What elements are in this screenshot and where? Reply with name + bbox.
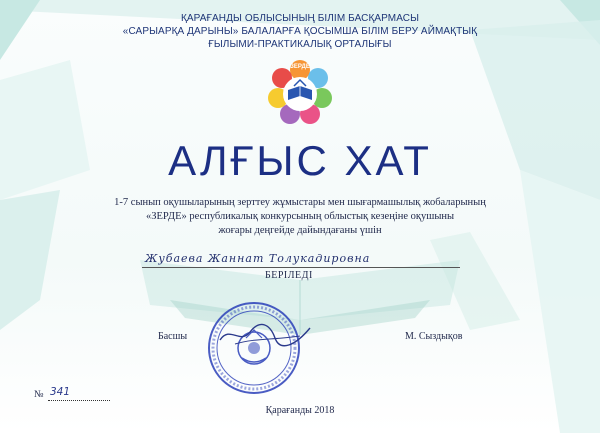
award-reason-line-2: «ЗЕРДЕ» республикалық конкурсының облыстық кезеңіне оқушыны [145,211,455,222]
recipient-name-underline [142,267,460,268]
city-and-year: Қарағанды 2018 [265,405,335,416]
certificate-title: АЛҒЫС ХАТ [168,137,432,184]
issuer-line-1: ҚАРАҒАНДЫ ОБЛЫСЫНЫҢ БІЛІМ БАСҚАРМАСЫ [180,13,420,24]
logo-text: ЗЕРДЕ [290,64,310,70]
signer-name: М. Сыздықов [405,331,463,342]
signer-role: Басшы [158,331,188,342]
document-number-value: 341 [50,386,71,398]
issuer-header [0,12,600,51]
given-label: БЕРІЛЕДІ [265,270,313,281]
award-reason-line-1: 1-7 сынып оқушыларының зерттеу жұмыстары мен шығармашылық жобаларының [114,197,486,208]
handwritten-signature [215,320,315,350]
zerde-logo [266,56,334,130]
document-number-line [48,400,110,401]
issuer-line-3: ҒЫЛЫМИ-ПРАКТИКАЛЫҚ ОРТАЛЫҒЫ [208,39,392,50]
award-reason [80,196,520,238]
recipient-name: Жубаева Жаннат Толукадировна [145,252,371,265]
document-number-label: № [34,389,44,400]
issuer-line-2: «САРЫАРҚА ДАРЫНЫ» БАЛАЛАРҒА ҚОСЫМША БІЛІМ БЕРУ АЙМАҚТЫҚ [122,26,478,37]
award-reason-line-3: жоғары деңгейде дайындағаны үшін [218,225,382,236]
